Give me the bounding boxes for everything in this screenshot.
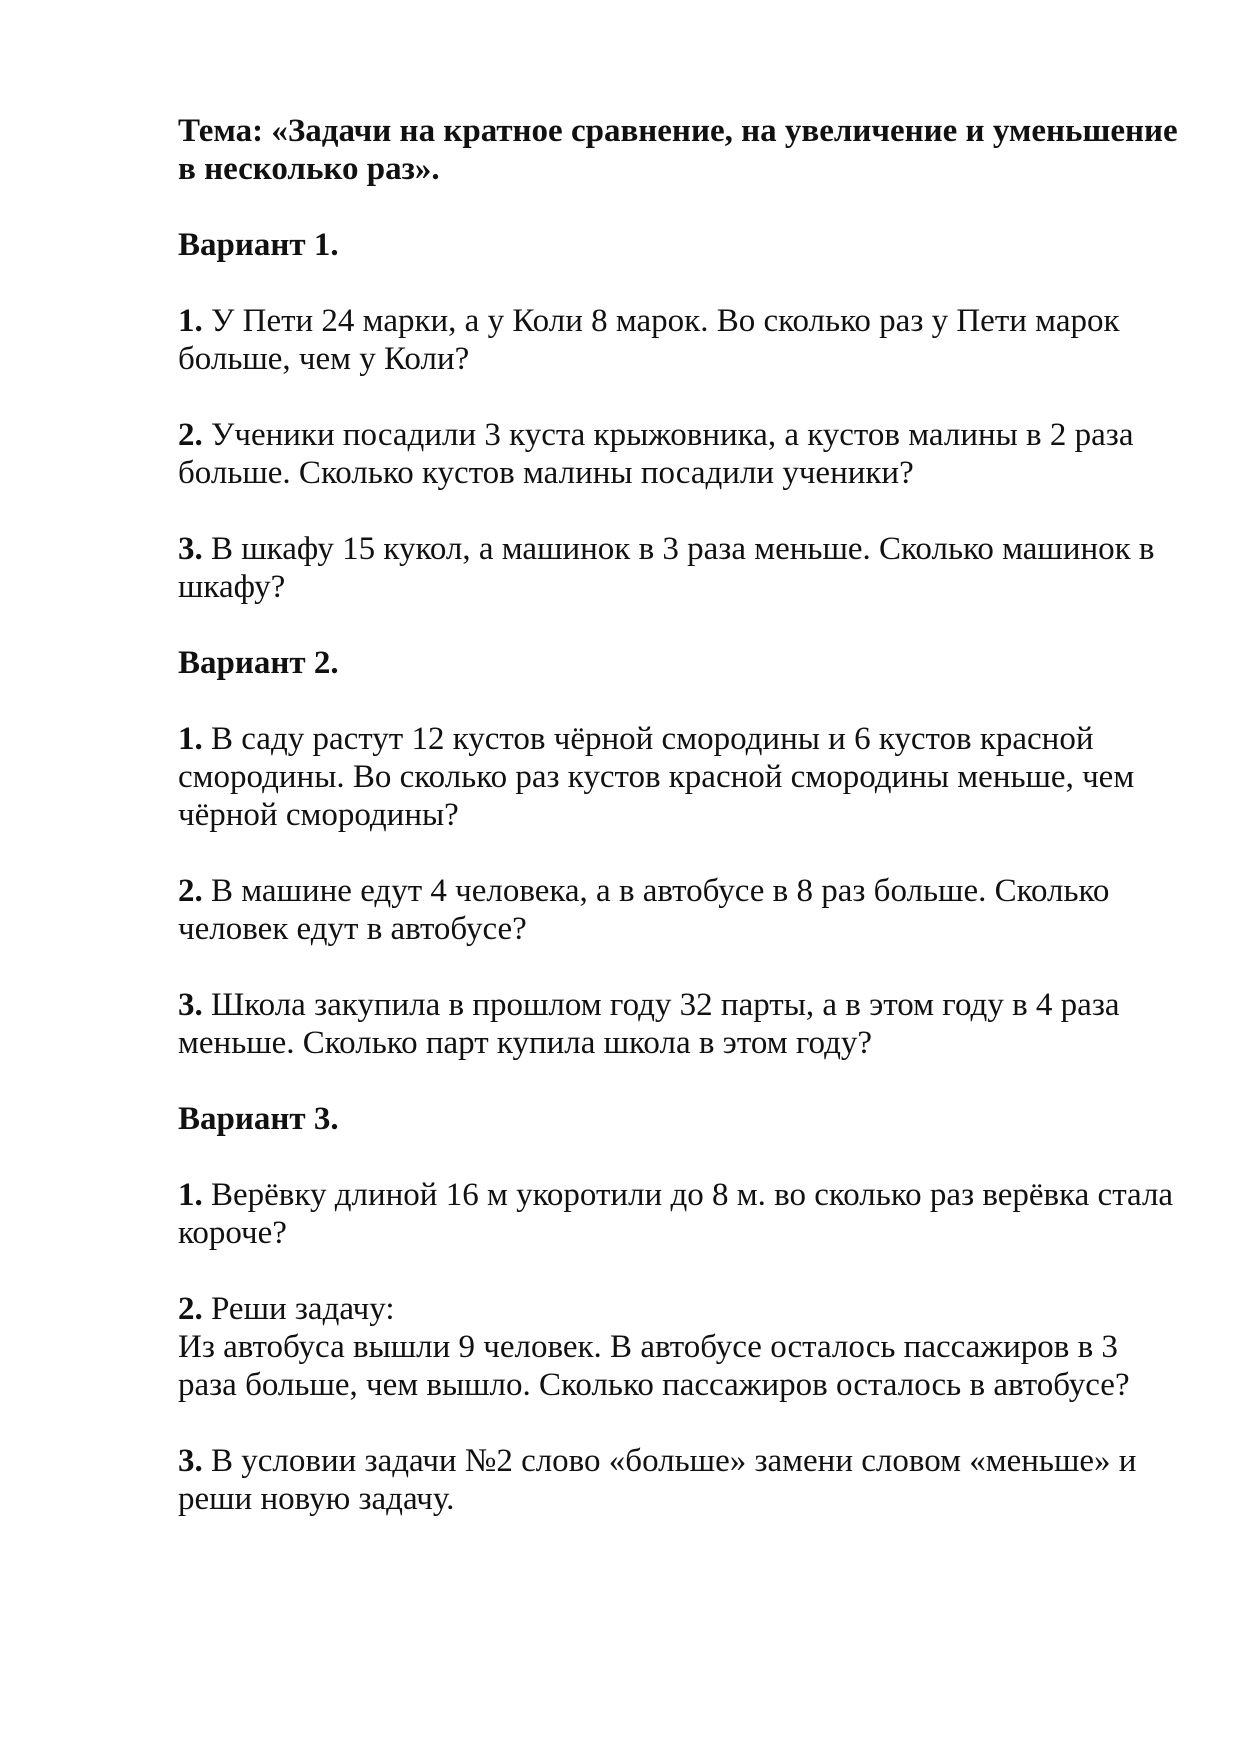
task-problem-text: Из автобуса вышли 9 человек. В автобусе осталось пассажиров в 3 раза больше, чем вышло. Сколько пассажиров осталось в автобусе? bbox=[178, 1329, 1130, 1403]
task-text: В условии задачи №2 слово «больше» замени словом «меньше» и реши новую задачу. bbox=[178, 1443, 1137, 1517]
task-number: 3. bbox=[178, 987, 203, 1023]
variant-1 bbox=[178, 226, 1178, 606]
task-number: 2. bbox=[178, 417, 203, 453]
task-text: В шкафу 15 кукол, а машинок в 3 раза меньше. Сколько машинок в шкафу? bbox=[178, 531, 1155, 605]
task-text: Ученики посадили 3 куста крыжовника, а кустов малины в 2 раза больше. Сколько кустов малины посадили ученики? bbox=[178, 417, 1134, 491]
task-item bbox=[178, 1290, 1178, 1404]
task-item bbox=[178, 872, 1178, 948]
variant-heading: Вариант 1. bbox=[178, 227, 339, 263]
task-item bbox=[178, 1176, 1178, 1252]
task-text: В машине едут 4 человека, а в автобусе в 8 раз больше. Сколько человек едут в автобусе? bbox=[178, 873, 1110, 947]
task-text: В саду растут 12 кустов чёрной смородины и 6 кустов красной смородины. Во сколько раз кустов красной смородины меньше, чем чёрной смородины? bbox=[178, 721, 1135, 833]
task-number: 3. bbox=[178, 1443, 203, 1479]
variant-2 bbox=[178, 644, 1178, 1062]
variant-heading: Вариант 2. bbox=[178, 645, 339, 681]
task-item bbox=[178, 1442, 1178, 1518]
worksheet-page bbox=[178, 112, 1178, 1556]
task-number: 1. bbox=[178, 1177, 203, 1213]
task-text: Реши задачу: bbox=[202, 1291, 395, 1327]
task-item bbox=[178, 416, 1178, 492]
task-text: Школа закупила в прошлом году 32 парты, а в этом году в 4 раза меньше. Сколько парт купила школа в этом году? bbox=[178, 987, 1120, 1061]
task-number: 2. bbox=[178, 1291, 203, 1327]
task-item bbox=[178, 530, 1178, 606]
task-text: У Пети 24 марки, а у Коли 8 марок. Во сколько раз у Пети марок больше, чем у Коли? bbox=[178, 303, 1120, 377]
task-item bbox=[178, 302, 1178, 378]
worksheet-title: Тема: «Задачи на кратное сравнение, на увеличение и уменьшение в несколько раз». bbox=[178, 113, 1178, 187]
variant-3 bbox=[178, 1100, 1178, 1518]
task-item bbox=[178, 986, 1178, 1062]
task-number: 3. bbox=[178, 531, 203, 567]
task-item bbox=[178, 720, 1178, 834]
task-number: 1. bbox=[178, 721, 203, 757]
task-text: Верёвку длиной 16 м укоротили до 8 м. во сколько раз верёвка стала короче? bbox=[178, 1177, 1174, 1251]
variant-heading: Вариант 3. bbox=[178, 1101, 339, 1137]
task-number: 2. bbox=[178, 873, 203, 909]
task-number: 1. bbox=[178, 303, 203, 339]
